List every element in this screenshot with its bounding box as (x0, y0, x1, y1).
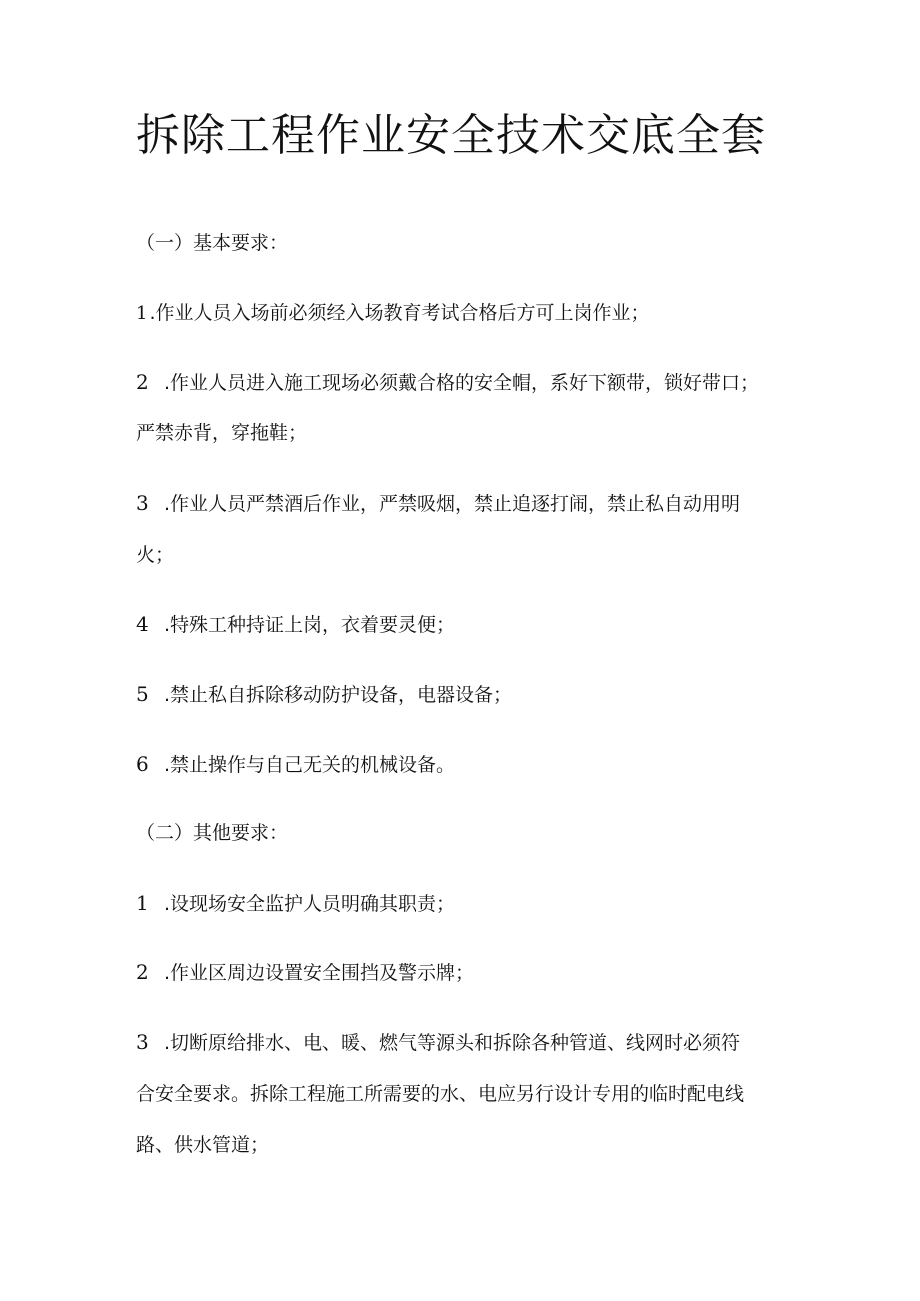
item-separator: . (164, 684, 171, 706)
section-heading-basic: （一）基本要求： (136, 232, 289, 254)
item-text: 作业人员入场前必须经入场教育考试合格后方可上岗作业； (155, 302, 650, 324)
basic-item-6 (136, 749, 796, 780)
item-text: 禁止私自拆除移动防护设备，电器设备； (170, 684, 513, 706)
other-item-2 (136, 957, 796, 988)
item-separator: . (164, 372, 171, 394)
basic-item-5 (136, 679, 796, 710)
item-number: 5 (136, 682, 149, 706)
basic-item-1 (136, 298, 796, 329)
other-item-3 (136, 1027, 796, 1058)
item-number: 3 (136, 491, 149, 515)
basic-item-2-continued: 严禁赤背，穿拖鞋； (136, 422, 308, 444)
item-text: 设现场安全监护人员明确其职责； (170, 893, 456, 915)
item-number: 3 (136, 1030, 149, 1054)
item-separator: . (164, 493, 171, 515)
basic-item-4 (136, 609, 796, 640)
basic-item-3-continued: 火； (136, 544, 175, 566)
item-number: 2 (136, 960, 149, 984)
item-text: 作业人员进入施工现场必须戴合格的安全帽，系好下额带，锁好带口； (170, 372, 760, 394)
item-text: 作业人员严禁酒后作业，严禁吸烟，禁止追逐打闹，禁止私自动用明 (170, 493, 741, 515)
item-separator: . (149, 302, 156, 324)
other-item-3-continued: 合安全要求。拆除工程施工所需要的水、电应另行设计专用的临时配电线 (136, 1083, 745, 1105)
item-separator: . (164, 754, 171, 776)
item-separator: . (164, 1032, 171, 1054)
basic-item-2 (136, 367, 796, 398)
other-item-3-continued-2: 路、供水管道； (136, 1134, 270, 1156)
document-title: 拆除工程作业安全技术交底全套 (136, 110, 766, 161)
item-number: 1 (136, 303, 148, 324)
item-separator: . (164, 962, 171, 984)
other-item-1 (136, 888, 796, 919)
item-text: 切断原给排水、电、暖、燃气等源头和拆除各种管道、线网时必须符 (170, 1032, 741, 1054)
section-heading-other: （二）其他要求： (136, 822, 289, 844)
item-number: 1 (136, 891, 149, 915)
item-text: 特殊工种持证上岗，衣着要灵便； (170, 614, 456, 636)
item-text: 作业区周边设置安全围挡及警示牌； (170, 962, 475, 984)
item-number: 2 (136, 370, 149, 394)
item-number: 4 (136, 612, 149, 636)
basic-item-3 (136, 488, 796, 519)
item-text: 禁止操作与自己无关的机械设备。 (170, 754, 456, 776)
item-separator: . (164, 893, 171, 915)
item-separator: . (164, 614, 171, 636)
item-number: 6 (136, 752, 149, 776)
